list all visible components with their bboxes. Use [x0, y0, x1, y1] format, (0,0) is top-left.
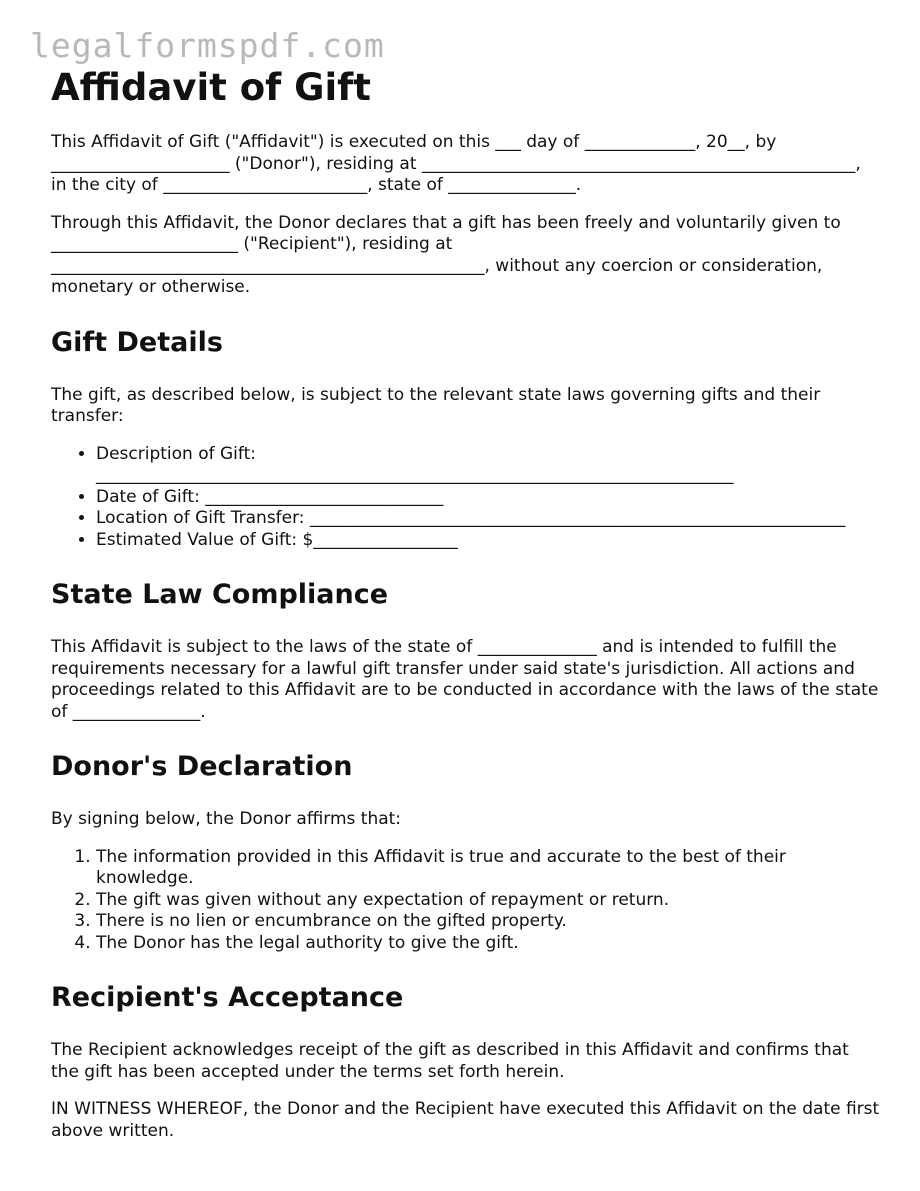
list-item-location: • Location of Gift Transfer: _______________________________________________________________: [96, 508, 881, 530]
intro-paragraph-declaration: Through this Affidavit, the Donor declares that a gift has been freely and voluntarily given to ______________________ ("Recipient"), residing at ___________________________________________________, without any coercion or consideration, monetary or otherwise.: [51, 212, 841, 297]
gift-details-list: [51, 444, 881, 552]
section-heading-donor-declaration: Donor's Declaration: [51, 751, 353, 782]
list-item: 1. The information provided in this Affidavit is true and accurate to the best of their knowledge.: [96, 847, 881, 890]
section-heading-recipient-acceptance: Recipient's Acceptance: [51, 982, 404, 1013]
intro-paragraph-execution: This Affidavit of Gift ("Affidavit") is executed on this ___ day of _____________, 20__, by _____________________ ("Donor"), residing at ___________________________________________________, in the city of ________________________, state of _______________.: [51, 132, 861, 195]
state-law-text: This Affidavit is subject to the laws of the state of ______________ and is intended to fulfill the requirements necessary for a lawful gift transfer under said state's jurisdiction. All actions and proceedings related to this Affidavit are to be conducted in accordance with the laws of the state of _______________.: [51, 637, 879, 722]
section-heading-gift-details: Gift Details: [51, 326, 223, 358]
list-item-value: • Estimated Value of Gift: $_________________: [96, 530, 881, 552]
list-item-description: • Description of Gift: ___________________________________________________________________________: [96, 444, 881, 487]
list-item: 4. The Donor has the legal authority to give the gift.: [96, 933, 881, 955]
list-item-date: • Date of Gift: ____________________________: [96, 487, 881, 509]
recipient-acceptance-text: The Recipient acknowledges receipt of the gift as described in this Affidavit and confirms that the gift has been accepted under the terms set forth herein.: [51, 1040, 849, 1082]
list-item: 3. There is no lien or encumbrance on the gifted property.: [96, 911, 881, 933]
witness-clause: IN WITNESS WHEREOF, the Donor and the Recipient have executed this Affidavit on the date first above written.: [51, 1099, 880, 1141]
watermark: legalformspdf.com: [30, 26, 385, 65]
list-item: 2. The gift was given without any expectation of repayment or return.: [96, 890, 881, 912]
document-body: [51, 132, 881, 1158]
section-heading-state-law: State Law Compliance: [51, 579, 389, 610]
donor-declaration-text: By signing below, the Donor affirms that:: [51, 809, 402, 829]
document-title: Affidavit of Gift: [51, 66, 371, 109]
gift-details-text: The gift, as described below, is subject to the relevant state laws governing gifts and their transfer:: [51, 384, 821, 426]
donor-declaration-list: [51, 847, 881, 955]
